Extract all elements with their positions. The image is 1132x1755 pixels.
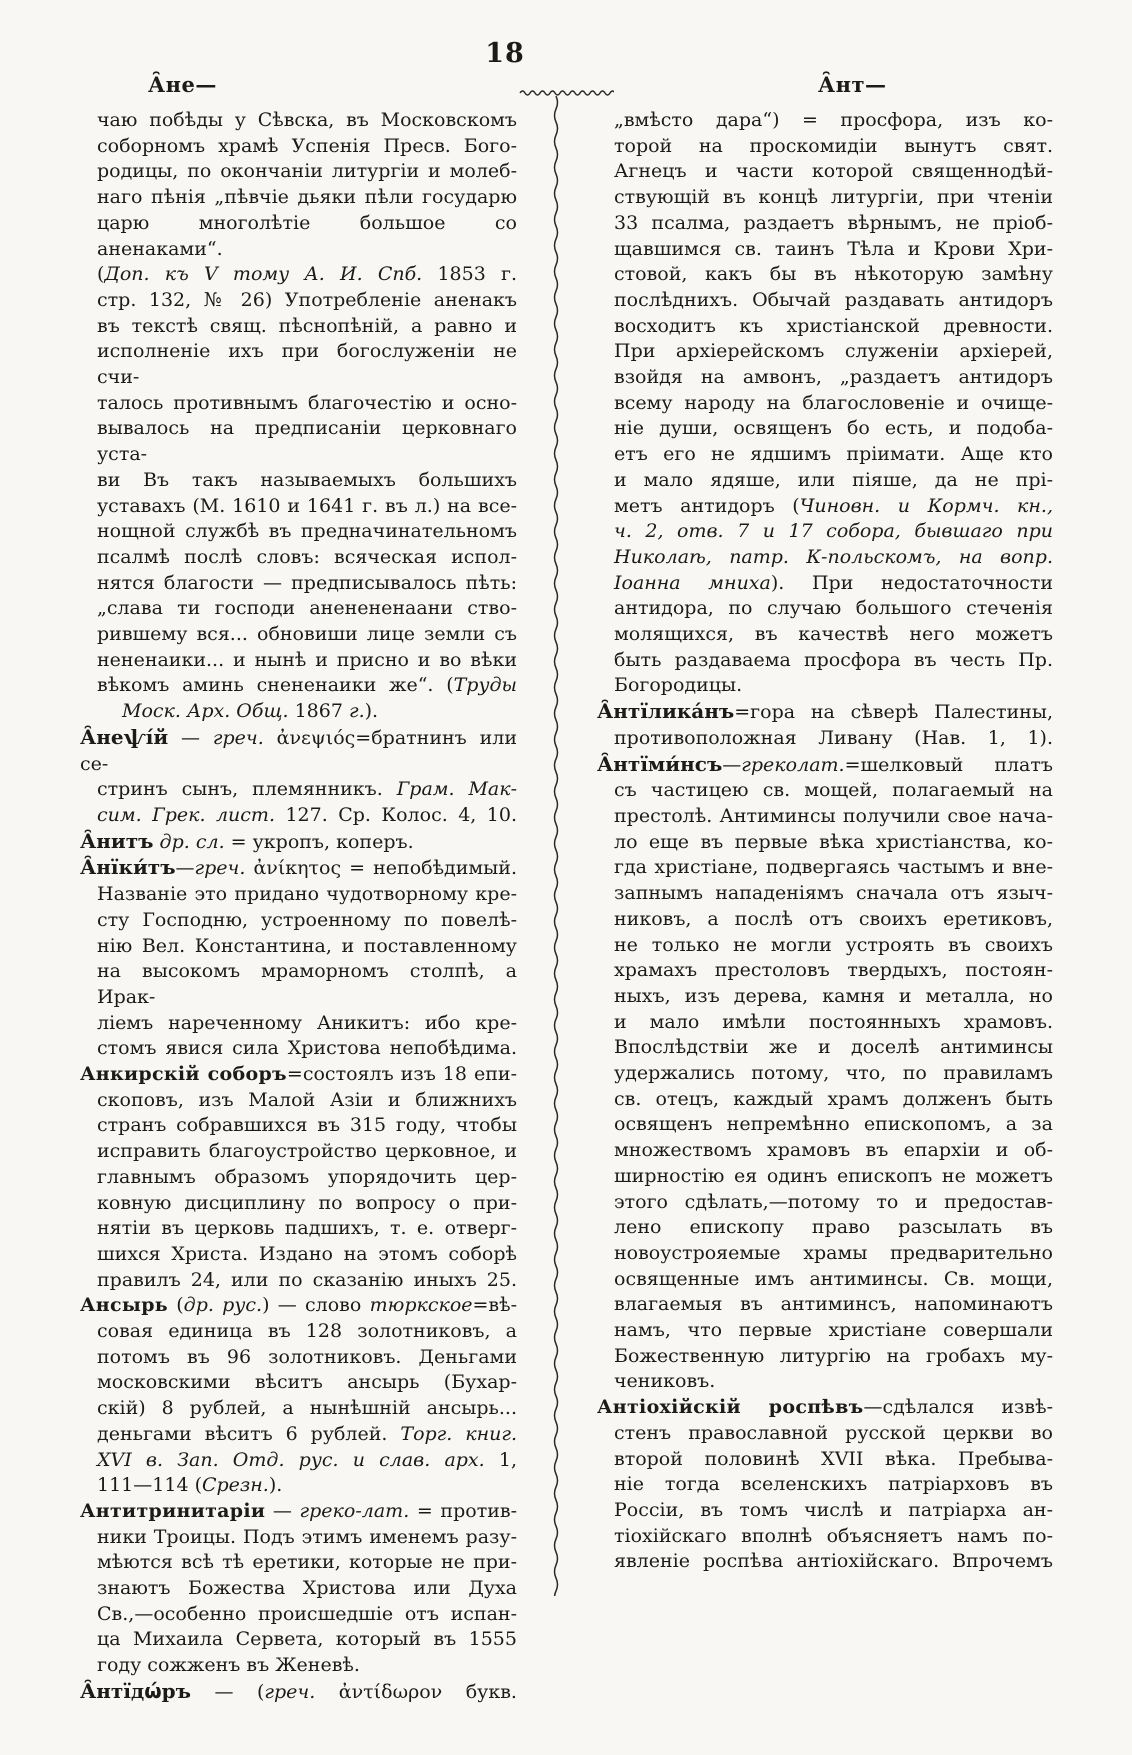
text-line: [597, 571, 1053, 597]
body-text: =вѣ-: [472, 1294, 518, 1317]
text-line: [597, 108, 1053, 134]
text-line: [597, 1035, 1053, 1061]
body-text: вѣкомъ аминь снененаики же“. (: [97, 674, 454, 697]
text-line: [597, 673, 1053, 699]
citation: Николаѣ, патр. К-польскомъ, на вопр.: [614, 545, 1053, 568]
body-text: етъ его не ядшимъ пріимати. Аще кто: [614, 443, 1053, 466]
text-line: [80, 416, 517, 467]
text-line: [597, 416, 1053, 442]
text-line: [597, 726, 1053, 752]
text-line: [80, 134, 517, 160]
text-line: [597, 648, 1053, 674]
body-text: восходитъ къ христіанской древности.: [614, 314, 1053, 337]
text-line: [80, 108, 517, 134]
entry-line: [80, 1499, 517, 1525]
citation: тюркское: [369, 1294, 473, 1317]
body-text: деньгами вѣситъ 6 рублей.: [97, 1422, 401, 1445]
body-text: 33 псалма, раздаетъ вѣрнымъ, не пріоб-: [614, 211, 1053, 234]
body-text: нію Вел. Константина, и поставленному: [97, 934, 517, 957]
body-text: стовой, какъ бы въ нѣкоторую замѣну: [614, 263, 1053, 286]
citation: сим. Грек. лист.: [97, 803, 275, 826]
body-text: тіохійскаго вполнѣ объясняетъ намъ по-: [614, 1524, 1053, 1547]
text-line: [597, 365, 1053, 391]
headword: А̑нтїдѡ́ръ: [80, 1678, 191, 1703]
text-line: [597, 262, 1053, 288]
body-text: исправить благоустройство церковное, и: [97, 1140, 517, 1163]
body-text: талось противнымъ благочестію и осно-: [97, 391, 517, 414]
right-column: [597, 108, 1053, 1575]
text-line: [80, 1113, 517, 1139]
body-text: рившему вся... обновиши лице земли съ: [97, 623, 517, 646]
text-line: [597, 519, 1053, 545]
text-line: [80, 934, 517, 960]
text-line: [597, 1421, 1053, 1447]
text-line: [597, 881, 1053, 907]
text-line: [80, 959, 517, 1010]
body-text: Богородицы.: [614, 674, 743, 697]
text-line: [80, 1653, 517, 1679]
body-text: стринъ сынъ, племянникъ.: [97, 778, 397, 801]
body-text: щавшимся св. таинъ Тѣла и Крови Хри-: [614, 237, 1053, 260]
body-text: новоустрояемые храмы предварительно: [614, 1241, 1053, 1264]
headword: Антіохійскій роспѣвъ: [597, 1396, 864, 1419]
text-line: [597, 1215, 1053, 1241]
text-line: [597, 1010, 1053, 1036]
body-text: ники Троицы. Подъ этимъ именемъ разу-: [97, 1525, 517, 1548]
body-text: нощной службѣ въ предначинательномъ: [97, 520, 517, 543]
text-line: [597, 1112, 1053, 1138]
body-text: удержались потому, что, по правиламъ: [614, 1062, 1053, 1085]
text-line: [597, 185, 1053, 211]
text-line: [597, 1267, 1053, 1293]
text-line: [80, 882, 517, 908]
citation: греч.: [264, 1680, 316, 1703]
body-text: = укропъ, коперъ.: [224, 830, 414, 853]
body-text: ствующій въ концѣ литургіи, при чтеніи: [614, 186, 1053, 209]
body-text: ви Въ такъ называемыхъ большихъ: [97, 468, 517, 491]
text-line: [80, 494, 517, 520]
page-number: 18: [485, 38, 525, 69]
text-line: [80, 648, 517, 674]
text-line: [80, 468, 517, 494]
guide-word-right: А̑нт—: [818, 72, 887, 97]
entry-line: [80, 1293, 517, 1319]
text-line: [80, 571, 517, 597]
text-line: [80, 908, 517, 934]
body-text: исполненіе ихъ при богослуженіи не счи-: [97, 340, 517, 389]
citation: ч. 2, отв. 7 и 17 собора, бывшаго при: [614, 520, 1053, 543]
text-line: [597, 933, 1053, 959]
text-line: [80, 1165, 517, 1191]
text-line: [597, 984, 1053, 1010]
text-line: [80, 211, 517, 262]
headword: А̑нитъ: [80, 828, 154, 853]
body-text: —сдѣлался извѣ-: [863, 1396, 1053, 1419]
body-text: соборномъ храмѣ Успенія Пресв. Бого-: [97, 134, 517, 157]
body-text: —: [265, 1499, 300, 1522]
body-text: вывалось на предписаніи церковнаго уста-: [97, 417, 517, 466]
text-line: [80, 1216, 517, 1242]
text-line: [597, 1164, 1053, 1190]
body-text: букв.: [442, 1680, 517, 1703]
text-line: [597, 1292, 1053, 1318]
text-line: [597, 391, 1053, 417]
body-text: скоповъ, изъ Малой Азіи и ближнихъ: [97, 1088, 517, 1111]
body-text: гда христіане, подвергаясь частымъ и вне-: [614, 856, 1053, 879]
body-text: Божественную литургію на гробахъ му-: [614, 1344, 1053, 1367]
body-text: = против-: [409, 1499, 517, 1522]
citation: греколат.: [741, 753, 845, 776]
citation: г.: [348, 700, 365, 723]
entry-line: [80, 1679, 517, 1706]
text-line: [597, 159, 1053, 185]
body-text: (: [167, 1294, 184, 1317]
text-line: [80, 1319, 517, 1345]
body-text: 1867: [288, 700, 349, 723]
body-text: ца Михаила Сервета, который въ 1555: [97, 1628, 517, 1651]
citation: XVI в. Зап. Отд. рус. и слав. арх.: [97, 1448, 485, 1471]
body-text: шихся Христа. Издано на этомъ соборѣ: [97, 1242, 517, 1265]
body-text: царю многолѣтіе большое со аненаками“.: [97, 211, 517, 260]
body-text: Россіи, въ томъ числѣ и патріарха ан-: [614, 1498, 1053, 1521]
text-line: [80, 1550, 517, 1576]
body-text: = непобѣдимый.: [341, 857, 517, 880]
entry-line: [597, 1395, 1053, 1421]
text-line: [80, 699, 517, 725]
text-line: [597, 237, 1053, 263]
text-line: [597, 1472, 1053, 1498]
body-text: стенъ православной русской церкви во: [614, 1421, 1053, 1444]
headword: А̑нїки́тъ: [80, 855, 176, 880]
text-line: [597, 1087, 1053, 1113]
body-text: нененаики... и нынѣ и присно и во вѣки: [97, 648, 517, 671]
text-line: [597, 339, 1053, 365]
body-text: При архіерейскомъ служеніи архіерей,: [614, 340, 1053, 363]
body-text: метъ антидоръ (: [614, 494, 800, 517]
body-text: 111—114 (: [97, 1474, 202, 1497]
body-text: всему народу на благословеніе и очище-: [614, 391, 1053, 414]
body-text: и мало ядяше, или піяше, да не прі-: [614, 468, 1053, 491]
text-line: [80, 1602, 517, 1628]
body-text: „вмѣсто дара“) = просфора, изъ ко-: [614, 109, 1053, 131]
body-text: =шелковый платъ: [844, 753, 1053, 776]
text-line: [80, 1242, 517, 1268]
body-text: московскими вѣситъ ансырь (Бухар-: [97, 1371, 517, 1394]
headword: А̑неѱі́й: [80, 724, 169, 749]
text-line: [80, 777, 517, 803]
citation: Моск. Арх. Общ.: [122, 700, 289, 723]
column-divider: [551, 96, 561, 1596]
greek-term: ἀντίδωρον: [315, 1680, 443, 1703]
body-text: странъ собравшихся въ 315 году, чтобы: [97, 1114, 517, 1137]
body-text: правилъ 24, или по сказанію иныхъ 25.: [97, 1268, 517, 1291]
body-text: и мало имѣли постоянныхъ храмовъ.: [614, 1010, 1053, 1033]
body-text: Названіе это придано чудотворному кре-: [97, 883, 517, 906]
text-line: [597, 804, 1053, 830]
citation: греко-лат.: [299, 1499, 410, 1522]
body-text: 1,: [484, 1448, 517, 1471]
body-text: 1853 г.: [422, 263, 517, 286]
body-text: —: [175, 857, 195, 880]
body-text: сту Господню, устроенному по повелѣ-: [97, 908, 517, 931]
body-text: явленіе роспѣва антіохійскаго. Впрочемъ: [614, 1550, 1053, 1573]
text-line: [80, 1191, 517, 1217]
body-text: ніе тогда вселенскихъ патріарховъ въ: [614, 1473, 1053, 1496]
text-line: [597, 1369, 1053, 1395]
entry-line: [597, 752, 1053, 779]
text-line: [597, 1498, 1053, 1524]
body-text: влагаемыя въ антиминсъ, напоминаютъ: [614, 1293, 1053, 1316]
text-line: [80, 1370, 517, 1396]
body-text: освященъ непремѣнно епископомъ, а за: [614, 1113, 1053, 1136]
text-line: [597, 442, 1053, 468]
body-text: не только не могли устроять въ своихъ: [614, 933, 1053, 956]
body-text: нятіи въ церковь падшихъ, т. е. отверг-: [97, 1217, 517, 1240]
text-line: [597, 855, 1053, 881]
body-text: потомъ въ 96 золотниковъ. Деньгами: [97, 1345, 517, 1368]
citation: Чиновн. и Кормч. кн.,: [799, 494, 1053, 517]
text-line: [80, 1627, 517, 1653]
body-text: торой на проскомидіи вынутъ свят.: [614, 134, 1053, 157]
text-line: [597, 288, 1053, 314]
text-line: [597, 545, 1053, 571]
body-text: престолѣ. Антиминсы получили свое нача-: [614, 804, 1053, 827]
text-line: [80, 1139, 517, 1165]
entry-line: [597, 699, 1053, 726]
citation: Доп. къ V тому А. И. Спб.: [104, 263, 423, 286]
citation: Іоанна мниха: [614, 571, 771, 594]
headword: Антитринитаріи: [80, 1499, 266, 1522]
text-line: [80, 1011, 517, 1037]
text-line: [597, 1190, 1053, 1216]
text-line: [597, 314, 1053, 340]
text-line: [597, 958, 1053, 984]
body-text: ) — слово: [262, 1294, 370, 1317]
guide-word-left: А̑не—: [148, 72, 217, 97]
text-line: [80, 1525, 517, 1551]
body-text: намъ, что первые христіане совершали: [614, 1319, 1053, 1342]
body-text: =состоялъ изъ 18 епи-: [286, 1063, 517, 1086]
text-line: [80, 1268, 517, 1294]
body-text: чениковъ.: [614, 1370, 716, 1393]
citation: греч.: [212, 726, 264, 749]
body-text: стр. 132, № 26) Употребленіе аненакъ: [97, 288, 517, 311]
body-text: псалмѣ послѣ словъ: всяческая испол-: [97, 545, 517, 568]
text-line: [80, 673, 517, 699]
body-text: — (: [190, 1680, 265, 1703]
entry-line: [80, 1062, 517, 1088]
headword: А̑нтїми́нсъ: [597, 751, 723, 776]
text-line: [597, 1524, 1053, 1550]
citation: др. сл.: [159, 830, 225, 853]
body-text: родицы, по окончаніи литургіи и молеб-: [97, 160, 517, 183]
body-text: множествомъ храмовъ въ епархіи и об-: [614, 1139, 1053, 1162]
text-line: [80, 1036, 517, 1062]
entry-line: [80, 855, 517, 882]
text-line: [80, 622, 517, 648]
body-text: храмахъ престоловъ твердыхъ, постоян-: [614, 959, 1053, 982]
body-text: нятся благости — предписывалось пѣть:: [97, 571, 517, 594]
text-line: [597, 830, 1053, 856]
text-line: [597, 1344, 1053, 1370]
body-text: мѣются всѣ тѣ еретики, которые не при-: [97, 1551, 517, 1574]
body-text: съ частицею св. мощей, полагаемый на: [614, 779, 1053, 802]
text-line: [597, 134, 1053, 160]
body-text: взойдя на амвонъ, „раздаетъ антидоръ: [614, 366, 1053, 389]
entry-line: [80, 725, 517, 777]
body-text: „слава ти господи аненененаани ство-: [97, 597, 517, 620]
greek-term: ἀνεψιός: [263, 726, 356, 749]
text-line: [80, 803, 517, 829]
body-text: совая единица въ 128 золотниковъ, а: [97, 1320, 517, 1343]
text-line: [80, 1396, 517, 1422]
text-line: [80, 1448, 517, 1474]
body-text: запнымъ нападеніямъ сначала отъ языч-: [614, 882, 1053, 905]
text-line: [597, 468, 1053, 494]
body-text: противоположная Ливану (Нав. 1, 1).: [614, 726, 1053, 749]
body-text: молящихся, въ качествѣ него можетъ: [614, 623, 1053, 646]
body-text: быть раздаваема просфора въ честь Пр.: [614, 648, 1053, 671]
body-text: знаютъ Божества Христова или Духа: [97, 1577, 517, 1600]
text-line: [80, 288, 517, 314]
citation: Грам. Мак-: [396, 778, 518, 801]
body-text: =гора на сѣверѣ Палестины,: [734, 701, 1053, 724]
body-text: второй половинѣ XVII вѣка. Пребыва-: [614, 1447, 1053, 1470]
text-line: [597, 1061, 1053, 1087]
body-text: —: [168, 726, 213, 749]
body-text: году сожженъ въ Женевѣ.: [97, 1654, 360, 1677]
citation: Срезн.: [201, 1474, 269, 1497]
text-line: [80, 1345, 517, 1371]
body-text: св. отецъ, каждый храмъ долженъ быть: [614, 1087, 1053, 1110]
body-text: 127. Ср. Колос. 4, 10.: [275, 803, 518, 826]
body-text: ло еще въ первые вѣка христіанства, ко-: [614, 830, 1053, 853]
body-text: никовъ, а послѣ отъ своихъ еретиковъ,: [614, 907, 1053, 930]
text-line: [80, 1088, 517, 1114]
text-line: [597, 596, 1053, 622]
headword: Ансырь: [80, 1294, 168, 1317]
text-line: [80, 262, 517, 288]
text-line: [597, 494, 1053, 520]
text-line: [597, 907, 1053, 933]
body-text: ніе души, освященъ бо есть, и подоба-: [614, 417, 1053, 440]
text-line: [80, 1576, 517, 1602]
text-line: [597, 778, 1053, 804]
text-line: [80, 314, 517, 340]
body-text: —: [722, 753, 742, 776]
body-text: ).: [364, 700, 379, 723]
body-text: стомъ явися сила Христова непобѣдима.: [97, 1037, 517, 1060]
headword: А̑нтїлика́нъ: [597, 699, 735, 724]
body-text: Агнецъ и части которой священнодѣй-: [614, 160, 1053, 183]
body-text: ). При недостаточности: [770, 571, 1054, 594]
body-text: ліемъ нареченному Аникитъ: ибо кре-: [97, 1011, 517, 1034]
text-line: [597, 622, 1053, 648]
headword: Анкирскій соборъ: [80, 1063, 287, 1086]
text-line: [597, 1138, 1053, 1164]
body-text: Св.,—особенно происшедшіе отъ испан-: [97, 1602, 517, 1625]
text-line: [80, 159, 517, 185]
body-text: лено епископу право разсылать въ: [614, 1216, 1053, 1239]
body-text: (: [97, 263, 105, 286]
body-text: Впослѣдствіи же и доселѣ антиминсы: [614, 1036, 1053, 1059]
page-number-underline: [518, 88, 614, 98]
text-line: [80, 391, 517, 417]
body-text: освященные имъ антиминсы. Св. мощи,: [614, 1267, 1053, 1290]
citation: греч.: [194, 857, 246, 880]
citation: Торг. книг.: [400, 1422, 518, 1445]
text-line: [597, 1549, 1053, 1575]
text-line: [80, 339, 517, 390]
body-text: ).: [268, 1474, 283, 1497]
text-line: [80, 545, 517, 571]
body-text: послѣднихъ. Обычай раздавать антидоръ: [614, 288, 1053, 311]
body-text: чаю побѣды у Сѣвска, въ Московскомъ: [97, 109, 517, 131]
body-text: этого сдѣлать,—потому то и предостав-: [614, 1190, 1053, 1213]
body-text: ковную дисциплину по вопросу о при-: [97, 1191, 517, 1214]
body-text: ныхъ, изъ дерева, камня и металла, но: [614, 984, 1053, 1007]
left-column: [80, 108, 517, 1706]
citation: др. рус.: [183, 1294, 263, 1317]
citation: Труды: [453, 674, 517, 697]
body-text: =братнинъ или се-: [80, 726, 517, 775]
text-line: [80, 1422, 517, 1448]
body-text: наго пѣнія „пѣвчіе дьяки пѣли государю: [97, 186, 517, 209]
text-line: [597, 1447, 1053, 1473]
text-line: [80, 1473, 517, 1499]
text-line: [80, 519, 517, 545]
body-text: ширностію ея одинъ епископъ не можетъ: [614, 1164, 1053, 1187]
body-text: главнымъ образомъ упорядочить цер-: [97, 1165, 517, 1188]
body-text: антидора, по случаю большого стеченія: [614, 597, 1053, 620]
entry-line: [80, 829, 517, 856]
text-line: [597, 1318, 1053, 1344]
body-text: скій) 8 рублей, а нынѣшній ансырь...: [97, 1397, 517, 1420]
text-line: [80, 185, 517, 211]
body-text: въ текстѣ свящ. пѣснопѣній, а равно и: [97, 314, 517, 337]
text-line: [80, 596, 517, 622]
body-text: на высокомъ мраморномъ столпѣ, а Ирак-: [97, 960, 517, 1008]
greek-term: ἀνίκητος: [245, 857, 342, 880]
body-text: уставахъ (М. 1610 и 1641 г. въ л.) на все-: [97, 494, 517, 517]
text-line: [597, 1241, 1053, 1267]
text-line: [597, 211, 1053, 237]
